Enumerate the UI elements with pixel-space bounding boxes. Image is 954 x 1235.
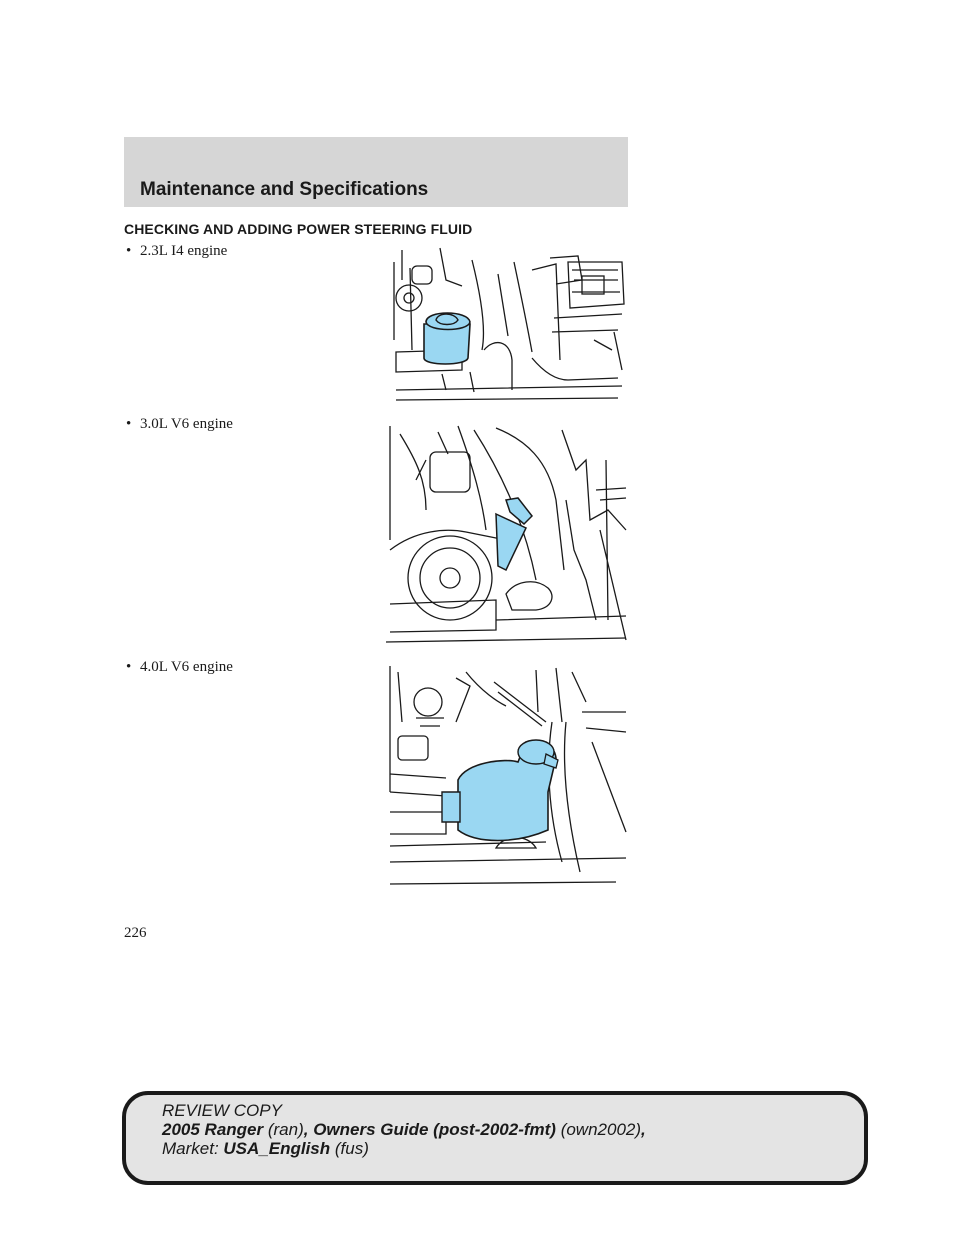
section-title: Maintenance and Specifications: [140, 179, 429, 200]
bullet-item-2-3l: [126, 243, 227, 260]
section-header-band: [124, 137, 628, 207]
bullet-label: 2.3L I4 engine: [140, 243, 228, 259]
bullet-marker: •: [126, 243, 132, 259]
footer-line-model: [162, 1120, 646, 1140]
guide-code: (own2002): [555, 1120, 642, 1139]
page-number: 226: [124, 925, 147, 941]
subheading: CHECKING AND ADDING POWER STEERING FLUID: [124, 221, 473, 237]
market-label: Market:: [162, 1139, 224, 1158]
engine-illustration-3-0l: [386, 420, 628, 650]
footer-line-market: [162, 1139, 369, 1159]
guide-name: Owners Guide (post-2002-fmt): [313, 1120, 556, 1139]
bullet-marker: •: [126, 659, 132, 675]
engine-illustration-4-0l: [386, 662, 628, 892]
bullet-label: 4.0L V6 engine: [140, 659, 233, 675]
engine-illustration-2-3l: [382, 240, 628, 406]
footer-line-review: [162, 1101, 282, 1121]
market-code: (fus): [330, 1139, 369, 1158]
market-name: USA_English: [223, 1139, 331, 1158]
bullet-marker: •: [126, 416, 132, 432]
bullet-label: 3.0L V6 engine: [140, 416, 233, 432]
model-name: 2005 Ranger: [162, 1120, 264, 1139]
model-code: (ran): [263, 1120, 304, 1139]
bullet-item-3-0l: [126, 416, 233, 433]
separator: ,: [303, 1120, 314, 1139]
review-copy-footer: [122, 1091, 868, 1185]
review-copy-label: REVIEW COPY: [162, 1101, 282, 1120]
bullet-item-4-0l: [126, 659, 233, 676]
separator: ,: [641, 1120, 646, 1139]
